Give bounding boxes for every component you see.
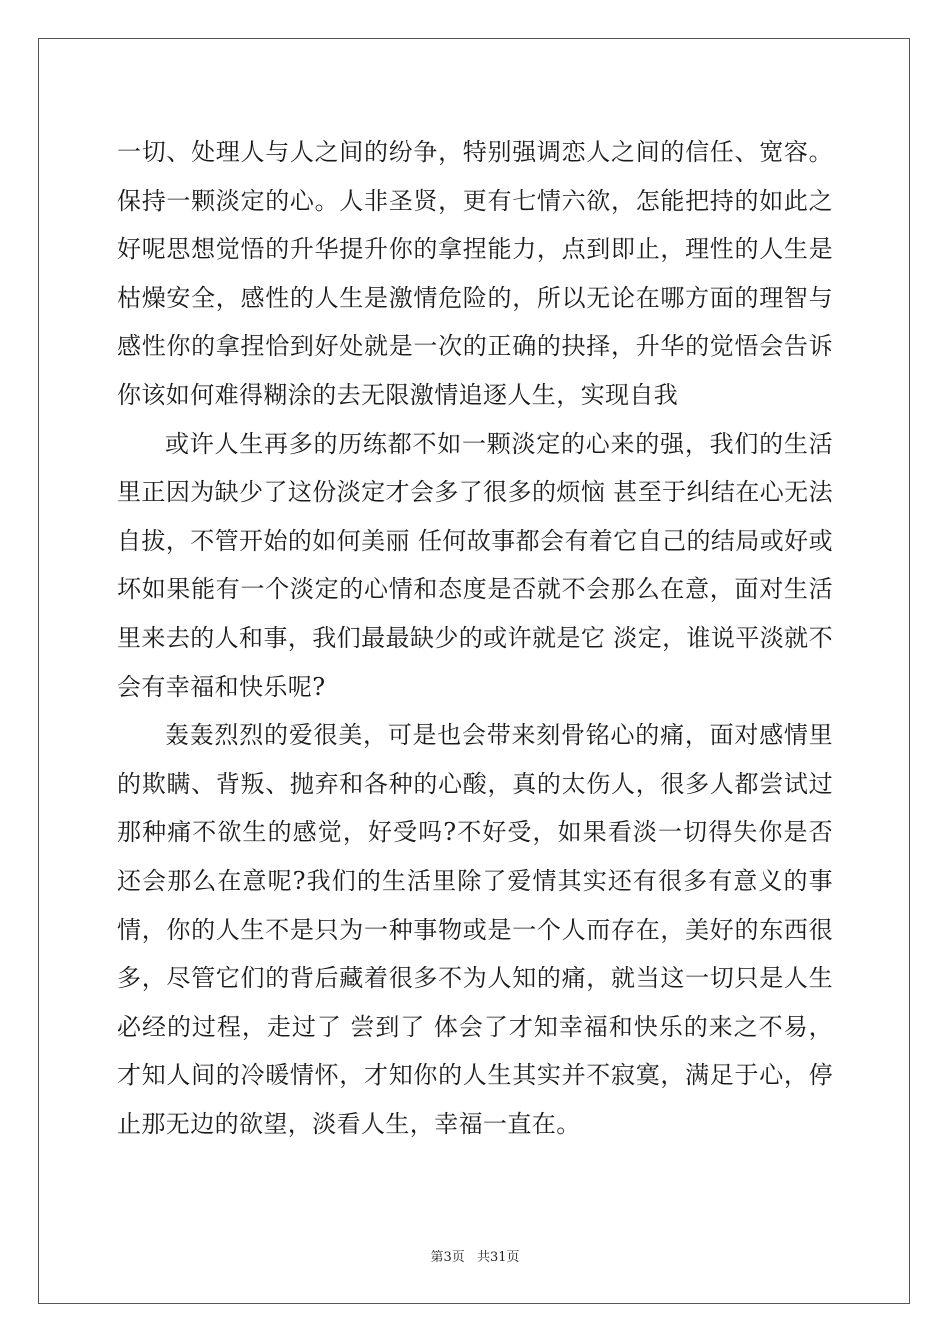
document-body: [117, 128, 833, 1148]
page-footer: [0, 1246, 950, 1265]
page-total: 共31页: [476, 1250, 520, 1265]
paragraph-1: 一切、处理人与人之间的纷争，特别强调恋人之间的信任、宽容。保持一颗淡定的心。人非圣贤，更有七情六欲，怎能把持的如此之好呢思想觉悟的升华提升你的拿捏能力，点到即止，理性的人生是枯燥安全，感性的人生是激情危险的，所以无论在哪方面的理智与感性你的拿捏恰到好处就是一次的正确的抉择，升华的觉悟会告诉你该如何难得糊涂的去无限激情追逐人生，实现自我: [117, 138, 833, 409]
page-number: 第3页: [430, 1250, 465, 1265]
paragraph-2: 或许人生再多的历练都不如一颗淡定的心来的强，我们的生活里正因为缺少了这份淡定才会多了很多的烦恼 甚至于纠结在心无法自拔，不管开始的如何美丽 任何故事都会有着它自己的结局或好或坏如果能有一个淡定的心情和态度是否就不会那么在意，面对生活里来去的人和事，我们最最缺少的或许就是它 淡定，谁说平淡就不会有幸福和快乐呢?: [117, 429, 833, 701]
paragraph-3: 轰轰烈烈的爱很美，可是也会带来刻骨铭心的痛，面对感情里的欺瞒、背叛、抛弃和各种的心酸，真的太伤人，很多人都尝试过那种痛不欲生的感觉，好受吗?不好受，如果看淡一切得失你是否还会那么在意呢?我们的生活里除了爱情其实还有很多有意义的事情，你的人生不是只为一种事物或是一个人而存在，美好的东西很多，尽管它们的背后藏着很多不为人知的痛，就当这一切只是人生必经的过程，走过了 尝到了 体会了才知幸福和快乐的来之不易，才知人间的冷暖情怀，才知你的人生其实并不寂寞，满足于心，停止那无边的欲望，淡看人生，幸福一直在。: [117, 721, 833, 1138]
